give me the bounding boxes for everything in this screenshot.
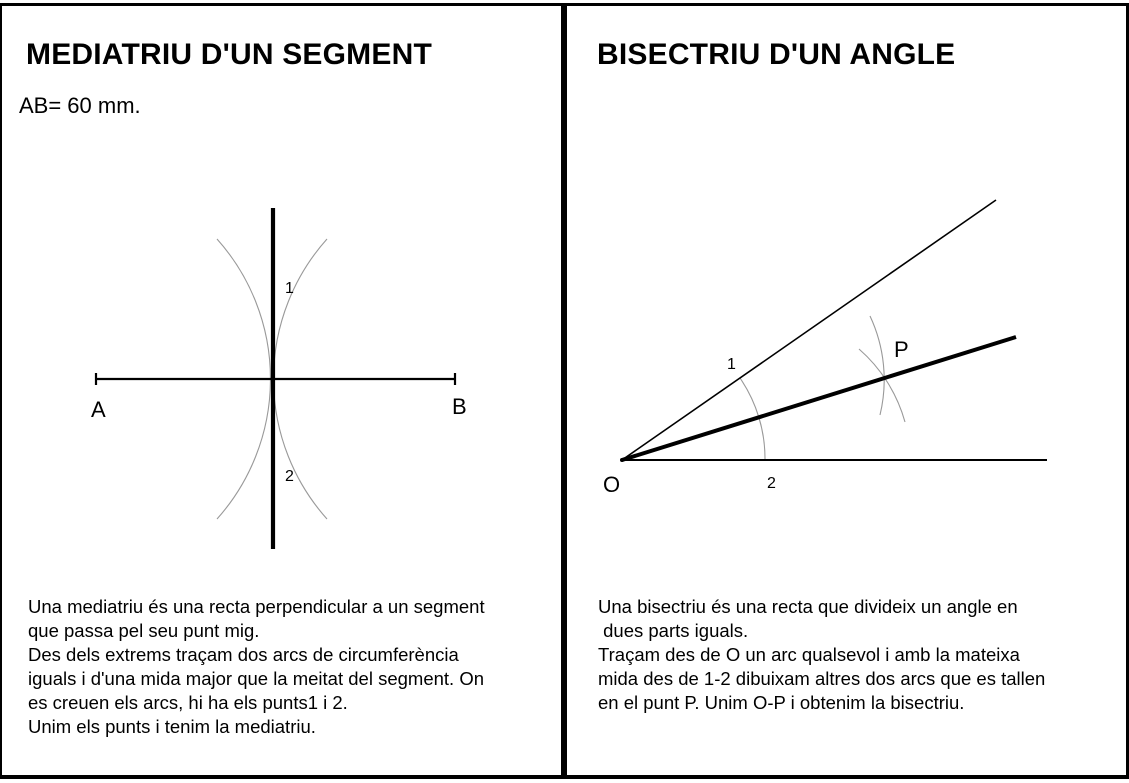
vertex-point xyxy=(620,458,624,462)
description-line: Des dels extrems traçam dos arcs de circumferència xyxy=(28,644,459,665)
description-line: iguals i d'una mida major que la meitat del segment. On xyxy=(28,668,484,689)
description-line: que passa pel seu punt mig. xyxy=(28,620,260,641)
description-line: Una mediatriu és una recta perpendicular a un segment xyxy=(28,596,485,617)
description-line: dues parts iguals. xyxy=(598,620,749,641)
description-line: mida des de 1-2 dibuixam altres dos arcs que es tallen xyxy=(598,668,1046,689)
given-length: AB= 60 mm. xyxy=(19,93,141,118)
label-b: B xyxy=(452,394,467,419)
label-intersection-2: 2 xyxy=(285,468,294,485)
description-angle-bisector xyxy=(598,595,1045,715)
label-point-1: 1 xyxy=(727,356,736,373)
label-a: A xyxy=(91,397,106,422)
label-intersection-1: 1 xyxy=(285,280,294,297)
arc-from-1 xyxy=(870,316,884,415)
bisector-line xyxy=(622,337,1016,460)
description-line: en el punt P. Unim O-P i obtenim la bisectriu. xyxy=(598,692,965,713)
title-perpendicular-bisector: MEDIATRIU D'UN SEGMENT xyxy=(26,38,432,71)
label-vertex-o: O xyxy=(603,472,621,497)
label-point-2: 2 xyxy=(767,475,776,492)
description-line: Unim els punts i tenim la mediatriu. xyxy=(28,716,316,737)
title-angle-bisector: BISECTRIU D'UN ANGLE xyxy=(597,38,956,71)
label-point-p: P xyxy=(894,337,909,362)
description-line: es creuen els arcs, hi ha els punts1 i 2. xyxy=(28,692,348,713)
description-line: Traçam des de O un arc qualsevol i amb la mateixa xyxy=(598,644,1020,665)
ray-upper xyxy=(622,200,996,460)
description-line: Una bisectriu és una recta que divideix un angle en xyxy=(598,596,1018,617)
construction-arcs xyxy=(740,316,905,460)
